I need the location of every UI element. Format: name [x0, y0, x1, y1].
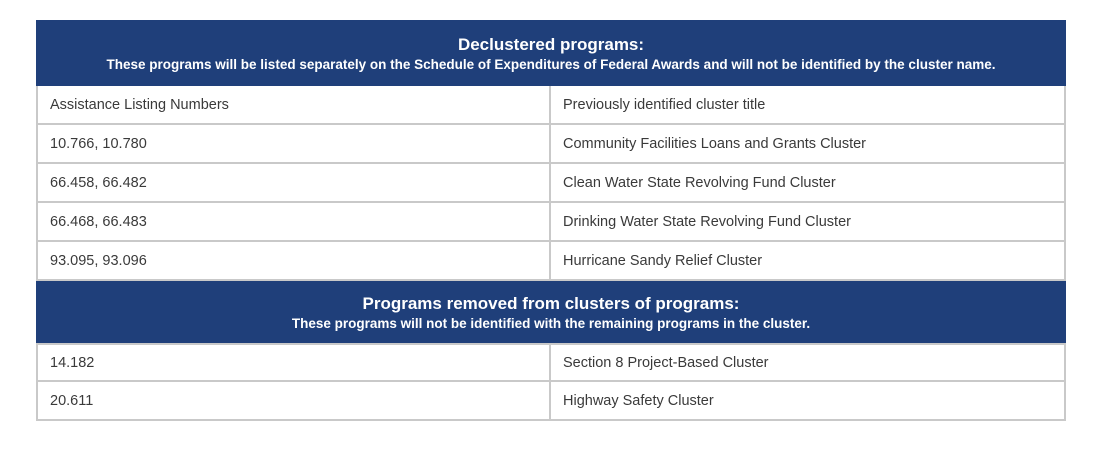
cluster-title-cell: Drinking Water State Revolving Fund Cluster — [551, 203, 1066, 242]
cluster-changes-table — [36, 20, 1066, 421]
declustered-subtitle: These programs will be listed separately on the Schedule of Expenditures of Federal Awards and will not be identified by the cluster name. — [106, 57, 996, 72]
removed-section-header — [36, 281, 1066, 343]
table-row — [36, 164, 1066, 203]
listing-numbers-cell: 66.468, 66.483 — [36, 203, 551, 242]
table-row — [36, 382, 1066, 421]
cluster-title-cell: Community Facilities Loans and Grants Cluster — [551, 125, 1066, 164]
cluster-title-cell: Hurricane Sandy Relief Cluster — [551, 242, 1066, 281]
table-row — [36, 203, 1066, 242]
column-header-assistance-listing-numbers: Assistance Listing Numbers — [36, 86, 551, 125]
declustered-section-header — [36, 20, 1066, 86]
column-header-row — [36, 86, 1066, 125]
listing-numbers-cell: 20.611 — [36, 382, 551, 421]
listing-numbers-cell: 14.182 — [36, 343, 551, 382]
column-header-cluster-title: Previously identified cluster title — [551, 86, 1066, 125]
removed-subtitle: These programs will not be identified with the remaining programs in the cluster. — [291, 316, 811, 331]
listing-numbers-cell: 66.458, 66.482 — [36, 164, 551, 203]
removed-title: Programs removed from clusters of programs: — [362, 294, 740, 313]
listing-numbers-cell: 93.095, 93.096 — [36, 242, 551, 281]
cluster-title-cell: Clean Water State Revolving Fund Cluster — [551, 164, 1066, 203]
table-row — [36, 343, 1066, 382]
listing-numbers-cell: 10.766, 10.780 — [36, 125, 551, 164]
cluster-title-cell: Highway Safety Cluster — [551, 382, 1066, 421]
table-row — [36, 242, 1066, 281]
table-row — [36, 125, 1066, 164]
cluster-title-cell: Section 8 Project-Based Cluster — [551, 343, 1066, 382]
declustered-title: Declustered programs: — [457, 35, 645, 54]
